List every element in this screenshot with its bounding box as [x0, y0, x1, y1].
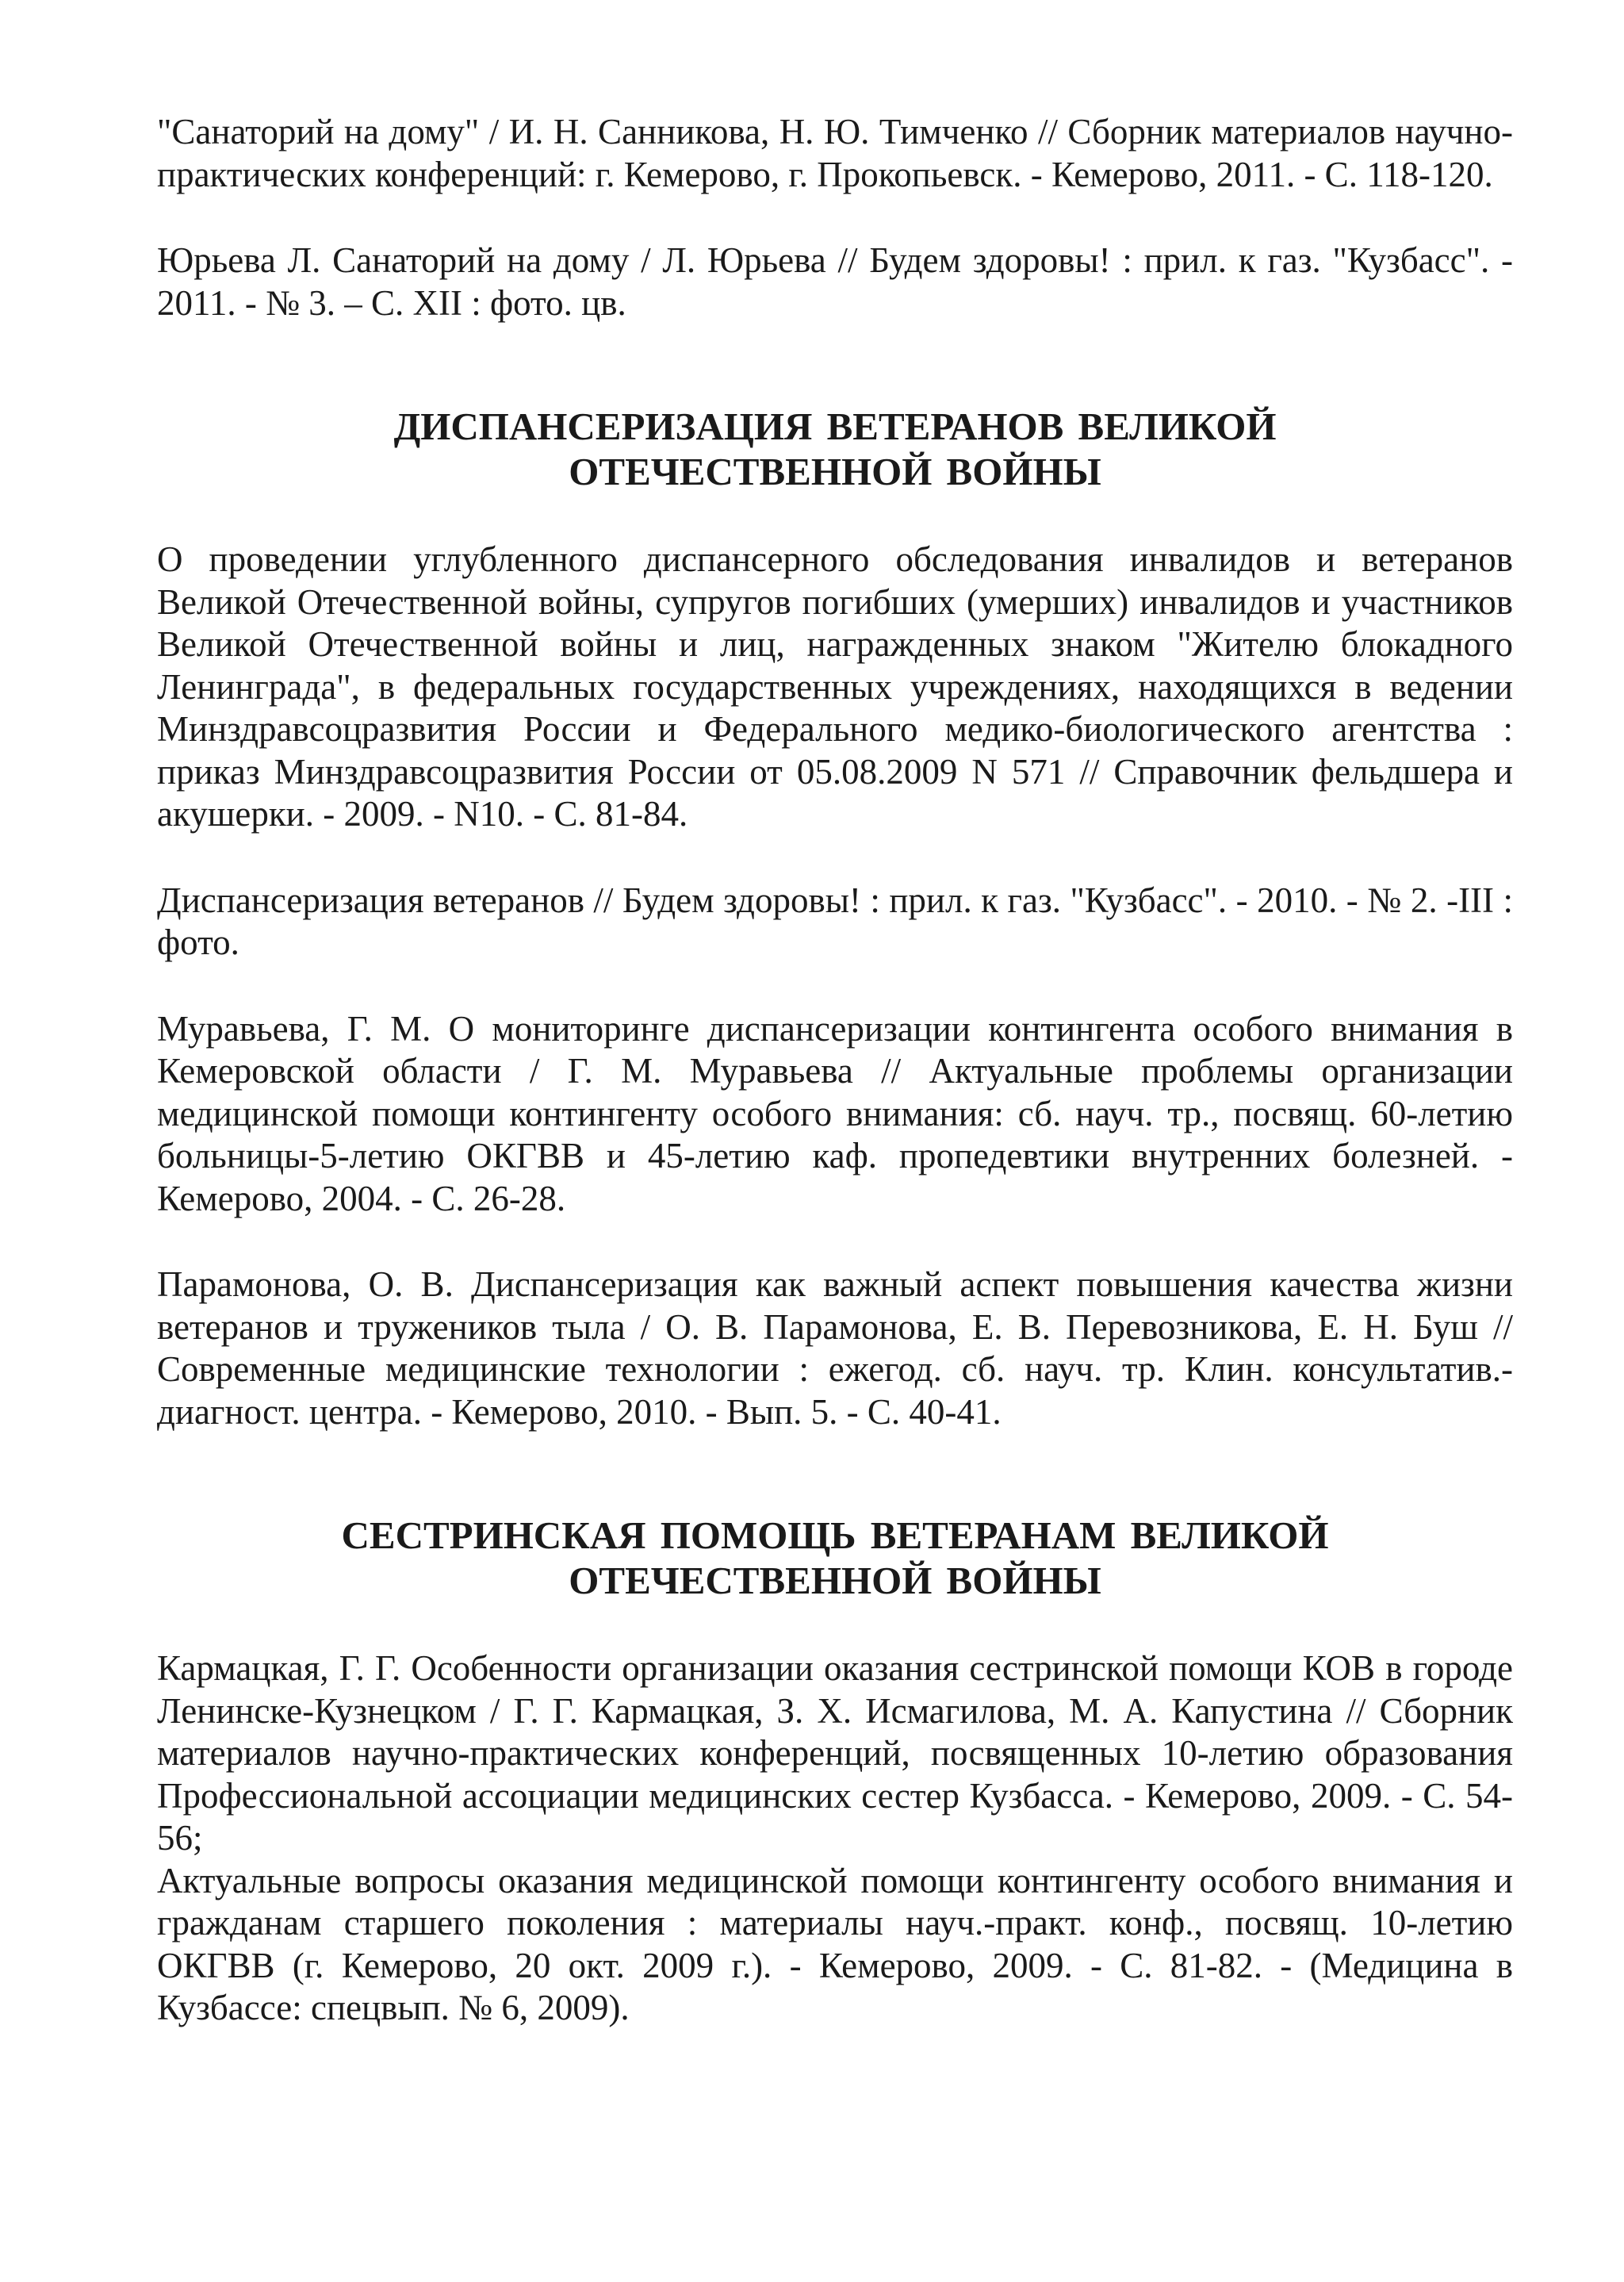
bibliography-entry: Диспансеризация ветеранов // Будем здоровы! : прил. к газ. "Кузбасс". - 2010. - № 2. -III : фото. [157, 880, 1513, 962]
bibliography-entry: Актуальные вопросы оказания медицинской помощи контингенту особого внимания и гражданам старшего поколения : материалы науч.-практ. конф., посвящ. 10-летию ОКГВВ (г. Кемерово, 20 окт. 2009 г.). - Кемерово, 2009. - С. 81-82. - (Медицина в Кузбассе: спецвып. № 6, 2009). [157, 1860, 1513, 2027]
section-heading-dispensary [157, 404, 1513, 494]
bibliography-entry: Парамонова, О. В. Диспансеризация как важный аспект повышения качества жизни ветеранов и тружеников тыла / О. В. Парамонова, Е. В. Перевозникова, Е. Н. Буш // Современные медицинские технологии : ежегод. сб. науч. тр. Клин. консультатив.-диагност. центра. - Кемерово, 2010. - Вып. 5. - С. 40-41. [157, 1264, 1513, 1432]
document-page [157, 111, 1513, 2030]
section-heading-line: ОТЕЧЕСТВЕННОЙ ВОЙНЫ [569, 450, 1101, 493]
bibliography-entry: Юрьева Л. Санаторий на дому / Л. Юрьева // Будем здоровы! : прил. к газ. "Кузбасс". - 2011. - № 3. – С. XII : фото. цв. [157, 240, 1513, 323]
bibliography-entry: "Санаторий на дому" / И. Н. Санникова, Н. Ю. Тимченко // Сборник материалов научно-практических конференций: г. Кемерово, г. Прокопьевск. - Кемерово, 2011. - С. 118-120. [157, 112, 1513, 194]
bibliography-entry: О проведении углубленного диспансерного обследования инвалидов и ветеранов Великой Отечественной войны, супругов погибших (умерших) инвалидов и участников Великой Отечественной войны и лиц, награжденных знаком "Жителю блокадного Ленинграда", в федеральных государственных учреждениях, находящихся в ведении Минздравсоцразвития России и Федерального медико-биологического агентства : приказ Минздравсоцразвития России от 05.08.2009 N 571 // Справочник фельдшера и акушерки. - 2009. - N10. - С. 81-84. [157, 539, 1513, 834]
section-heading-line: СЕСТРИНСКАЯ ПОМОЩЬ ВЕТЕРАНАМ ВЕЛИКОЙ [341, 1513, 1329, 1557]
bibliography-entry: Муравьева, Г. М. О мониторинге диспансеризации контингента особого внимания в Кемеровской области / Г. М. Муравьева // Актуальные проблемы организации медицинской помощи контингенту особого внимания: сб. науч. тр., посвящ. 60-летию больницы-5-летию ОКГВВ и 45-летию каф. пропедевтики внутренних болезней. - Кемерово, 2004. - С. 26-28. [157, 1008, 1513, 1218]
bibliography-entry: Кармацкая, Г. Г. Особенности организации оказания сестринской помощи КОВ в городе Ленинске-Кузнецком / Г. Г. Кармацкая, З. Х. Исмагилова, М. А. Капустина // Сборник материалов научно-практических конференций, посвященных 10-летию образования Профессиональной ассоциации медицинских сестер Кузбасса. - Кемерово, 2009. - С. 54-56; [157, 1648, 1513, 1858]
section-heading-line: ДИСПАНСЕРИЗАЦИЯ ВЕТЕРАНОВ ВЕЛИКОЙ [393, 405, 1277, 448]
section-heading-line: ОТЕЧЕСТВЕННОЙ ВОЙНЫ [569, 1559, 1101, 1602]
section-heading-nursing [157, 1513, 1513, 1603]
